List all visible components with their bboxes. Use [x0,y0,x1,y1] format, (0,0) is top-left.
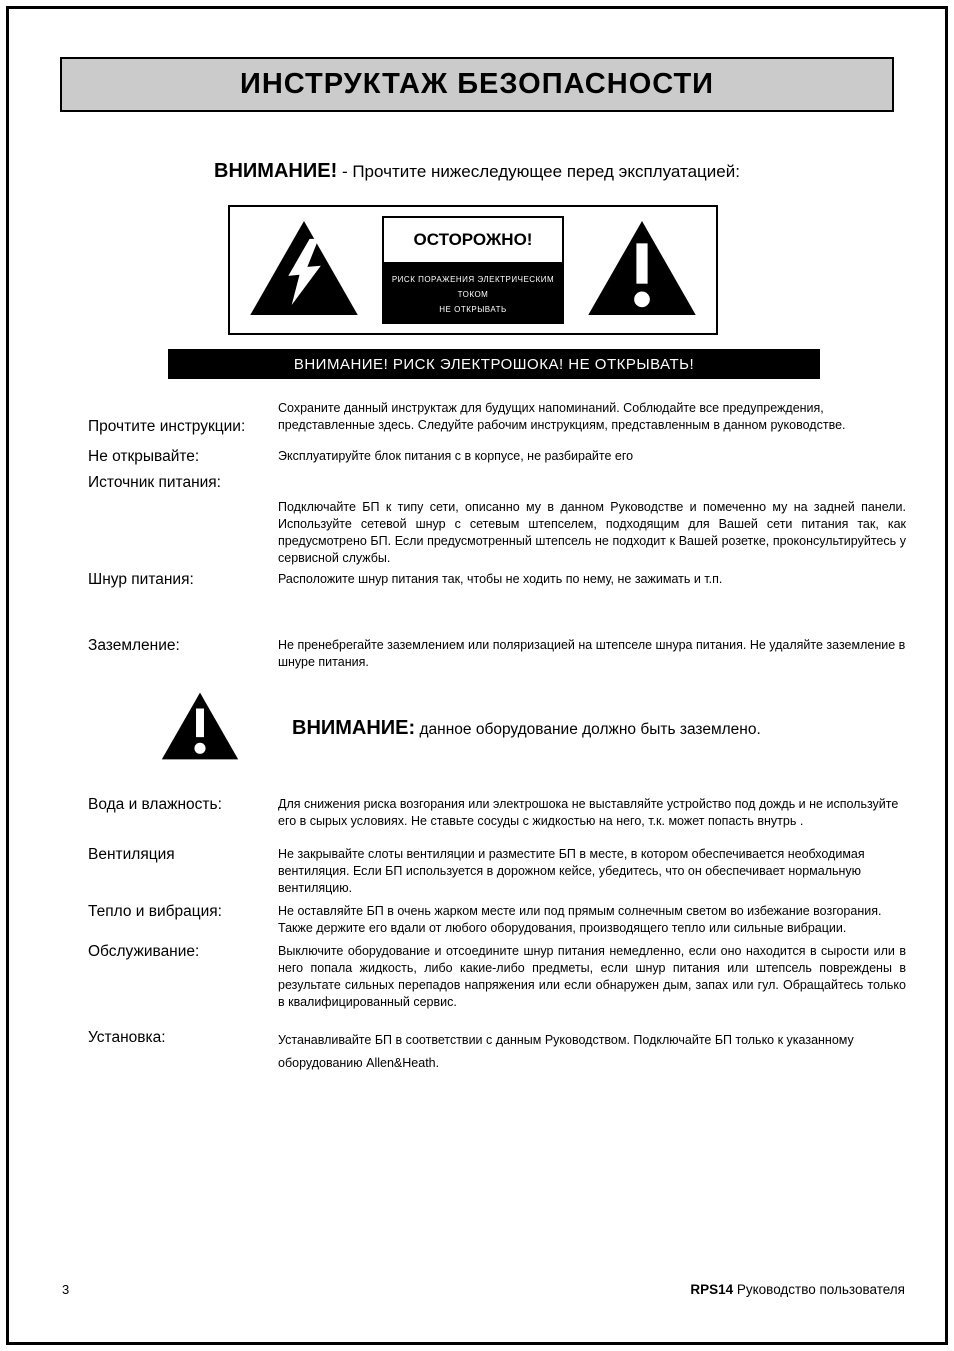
caution-panel [228,205,718,335]
shock-warning-text: ВНИМАНИЕ! РИСК ЭЛЕКТРОШОКА! НЕ ОТКРЫВАТЬ! [293,355,695,373]
row-label: Шнур питания: [88,571,194,588]
instruction-row-power-cord [88,571,906,589]
caution-center-box [382,216,564,324]
row-label: Не открывайте: [88,448,200,465]
instruction-row-water [88,796,906,830]
row-label: Прочтите инструкции: [88,418,246,435]
row-label: Обслуживание: [88,943,200,960]
row-label: Заземление: [88,637,180,654]
instruction-row-grounding [88,637,906,671]
exclamation-triangle-icon [160,691,240,766]
intro-line [0,160,954,183]
lightning-triangle-icon [248,218,360,323]
row-text: Не оставляйте БП в очень жарком месте или под прямым солнечным светом во избежание возгорания. Также держите его вдали от любого оборудования, производящего тепло или сильные вибрации. [278,904,882,935]
page-title: ИНСТРУКТАЖ БЕЗОПАСНОСТИ [239,68,715,100]
row-text: Сохраните данный инструктаж для будущих напоминаний. Соблюдайте все предупреждения, представленные здесь. Следуйте рабочим инструкциям, представленным в данном руководстве. [278,401,846,432]
row-label: Источник питания: [88,474,221,491]
instruction-row-read [88,400,906,436]
document-footer [690,1282,905,1297]
instruction-row-power-source [88,474,906,567]
caution-small-print [384,262,562,322]
instruction-row-ventilation [88,846,906,897]
intro-text: - Прочтите нижеследующее перед эксплуатацией: [337,162,740,181]
row-text: Устанавливайте БП в соответствии с данным Руководством. Подключайте БП только к указанному оборудованию Allen&Heath. [278,1033,854,1071]
row-label: Установка: [88,1029,166,1046]
exclamation-triangle-icon [586,218,698,323]
ground-warning-block [160,691,906,766]
instruction-row-heat-vibration [88,903,906,937]
row-label: Тепло и вибрация: [88,903,222,920]
row-text: Не закрывайте слоты вентиляции и разместите БП в месте, в котором обеспечивается необходимая вентиляция. Если БП используется в дорожном кейсе, убедитесь, что он обеспечивает нормальную вентиляцию. [278,847,865,895]
intro-attention: ВНИМАНИЕ! [214,160,338,182]
caution-title: ОСТОРОЖНО! [384,218,562,262]
row-text: Выключите оборудование и отсоедините шнур питания немедленно, если оно находится в сырости или в него попала жидкость, либо какие-либо предметы, если шнур питания или штепсель повреждены в результате сильных перепадов напряжения или если обнаружен дым, запах или гул. Обращайтесь только в квалифицированный сервис. [278,944,906,1009]
shock-warning-bar [168,349,820,379]
ground-warning-text: данное оборудование должно быть заземлено. [415,721,761,738]
instructions-list [88,400,906,1075]
row-label: Вода и влажность: [88,796,222,813]
footer-model: RPS14 [690,1282,734,1297]
row-text: Не пренебрегайте заземлением или поляризацией на штепселе шнура питания. Не удаляйте заземление в шнуре питания. [278,638,906,669]
row-text: Эксплуатируйте блок питания с в корпусе, не разбирайте его [278,449,634,463]
caution-small-line2: НЕ ОТКРЫВАТЬ [439,305,507,315]
row-text: Для снижения риска возгорания или электрошока не выставляйте устройство под дождь и не используйте его в сырых условиях. Не ставьте сосуды с жидкостью на него, т.к. может попасть внутрь . [278,797,899,828]
row-text: Подключайте БП к типу сети, описанно му в данном Руководстве и помеченно му на задней панели. Используйте сетевой шнур с сетевым штепселем, подходящим для Вашей сети питания так, как предусмотрено БП. Если предусмотренный штепсель не подходит к Вашей розетке, проконсультируйтесь у сервисной службы. [278,500,906,565]
instruction-row-do-not-open [88,448,906,466]
page-number: 3 [62,1282,70,1297]
row-label: Вентиляция [88,846,175,863]
ground-warning-attention: ВНИМАНИЕ: [292,717,416,739]
caution-small-line1: РИСК ПОРАЖЕНИЯ ЭЛЕКТРИЧЕСКИМ ТОКОМ [391,275,555,300]
instruction-row-installation [88,1029,906,1075]
row-text: Расположите шнур питания так, чтобы не ходить по нему, не зажимать и т.п. [278,572,723,586]
ground-warning-line [292,717,761,740]
page-title-box [60,57,894,112]
instruction-row-servicing [88,943,906,1011]
footer-doc-title: Руководство пользователя [733,1282,905,1297]
